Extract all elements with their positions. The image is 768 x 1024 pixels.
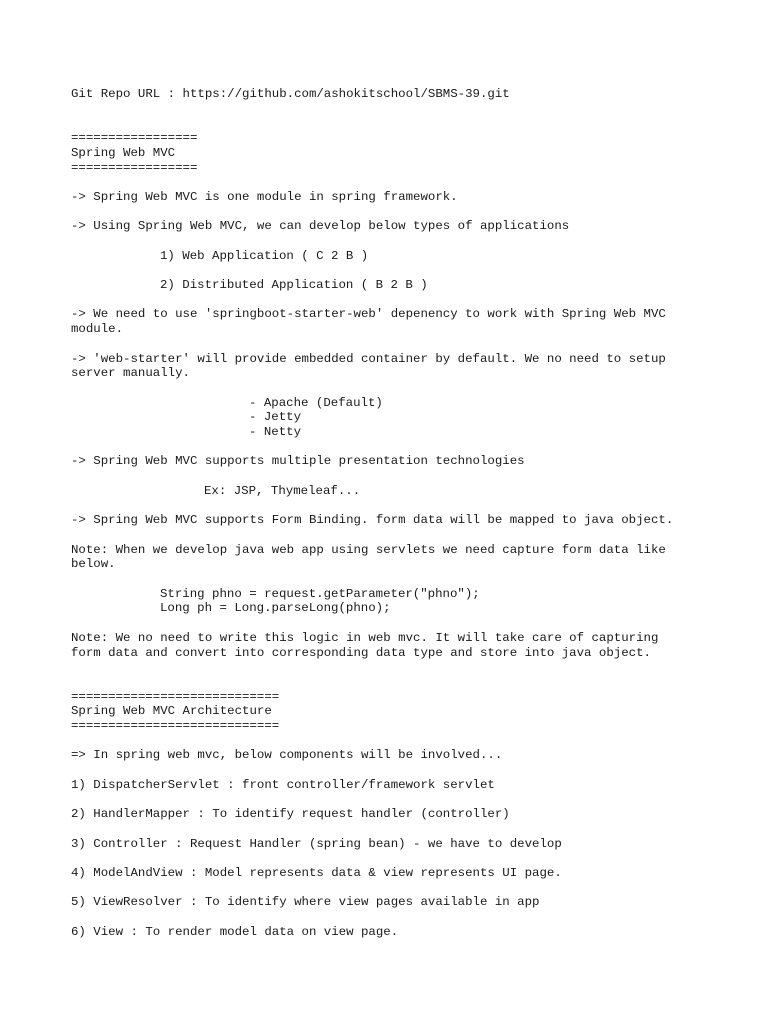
spacer [71, 337, 711, 352]
example-presentation: Ex: JSP, Thymeleaf... [204, 483, 361, 498]
section-title-spring-web-mvc: Spring Web MVC [71, 145, 176, 160]
list-item-apache: - Apache (Default) [249, 395, 383, 410]
paragraph-starter-web-1: -> We need to use 'springboot-starter-web' depenency to work with Spring Web MVC [71, 307, 666, 322]
spacer [71, 528, 711, 543]
list-item-netty: - Netty [249, 425, 302, 440]
list-item-model-and-view: 4) ModelAndView : Model represents data & view represents UI page. [71, 865, 562, 880]
list-item-view: 6) View : To render model data on view page. [71, 924, 399, 939]
spacer [71, 440, 711, 455]
section-rule-bottom: ================= [71, 160, 198, 175]
list-item-jetty: - Jetty [249, 410, 302, 425]
paragraph-presentation: -> Spring Web MVC supports multiple presentation technologies [71, 454, 525, 469]
spacer [71, 175, 711, 190]
paragraph-embedded-container-2: server manually. [71, 366, 190, 381]
spacer [71, 763, 711, 778]
note-web-mvc-2: form data and convert into corresponding data type and store into java object. [71, 645, 651, 660]
section-rule-bottom: ============================ [71, 719, 280, 733]
paragraph-module: -> Spring Web MVC is one module in spring framework. [71, 189, 458, 204]
spacer [71, 792, 711, 807]
spacer [71, 469, 711, 484]
section-rule-top: ================= [71, 131, 198, 146]
spacer [71, 851, 711, 866]
paragraph-embedded-container-1: -> 'web-starter' will provide embedded container by default. We no need to setup [71, 351, 666, 366]
list-item-dispatcher-servlet: 1) DispatcherServlet : front controller/framework servlet [71, 777, 495, 792]
section-rule-top: ============================ [71, 689, 280, 704]
spacer [71, 734, 711, 749]
spacer [71, 234, 711, 249]
spacer [71, 102, 711, 131]
paragraph-components-intro: => In spring web mvc, below components will be involved... [71, 748, 503, 763]
paragraph-form-binding: -> Spring Web MVC supports Form Binding. form data will be mapped to java object. [71, 513, 674, 528]
note-servlets-2: below. [71, 557, 116, 572]
list-item-view-resolver: 5) ViewResolver : To identify where view pages available in app [71, 895, 540, 910]
list-item-handler-mapper: 2) HandlerMapper : To identify request handler (controller) [71, 807, 510, 822]
list-item-controller: 3) Controller : Request Handler (spring bean) - we have to develop [71, 836, 562, 851]
paragraph-app-types: -> Using Spring Web MVC, we can develop below types of applications [71, 219, 570, 234]
section-title-architecture: Spring Web MVC Architecture [71, 704, 272, 719]
note-servlets-1: Note: When we develop java web app using servlets we need capture form data like [71, 542, 666, 557]
spacer [71, 293, 711, 308]
spacer [71, 499, 711, 514]
spacer [71, 822, 711, 837]
spacer [71, 263, 711, 278]
code-line-get-parameter: String phno = request.getParameter("phno"); [160, 586, 480, 601]
code-line-parse-long: Long ph = Long.parseLong(phno); [160, 601, 391, 616]
list-item-web-app: 1) Web Application ( C 2 B ) [160, 248, 369, 263]
spacer [71, 381, 711, 396]
git-repo-url-line: Git Repo URL : https://github.com/ashokitschool/SBMS-39.git [71, 87, 510, 101]
document-page [71, 87, 711, 939]
spacer [71, 660, 711, 689]
spacer [71, 881, 711, 896]
spacer [71, 205, 711, 220]
note-web-mvc-1: Note: We no need to write this logic in web mvc. It will take care of capturing [71, 630, 659, 645]
spacer [71, 616, 711, 631]
spacer [71, 572, 711, 587]
spacer [71, 910, 711, 925]
list-item-distributed-app: 2) Distributed Application ( B 2 B ) [160, 278, 428, 293]
paragraph-starter-web-2: module. [71, 322, 124, 337]
